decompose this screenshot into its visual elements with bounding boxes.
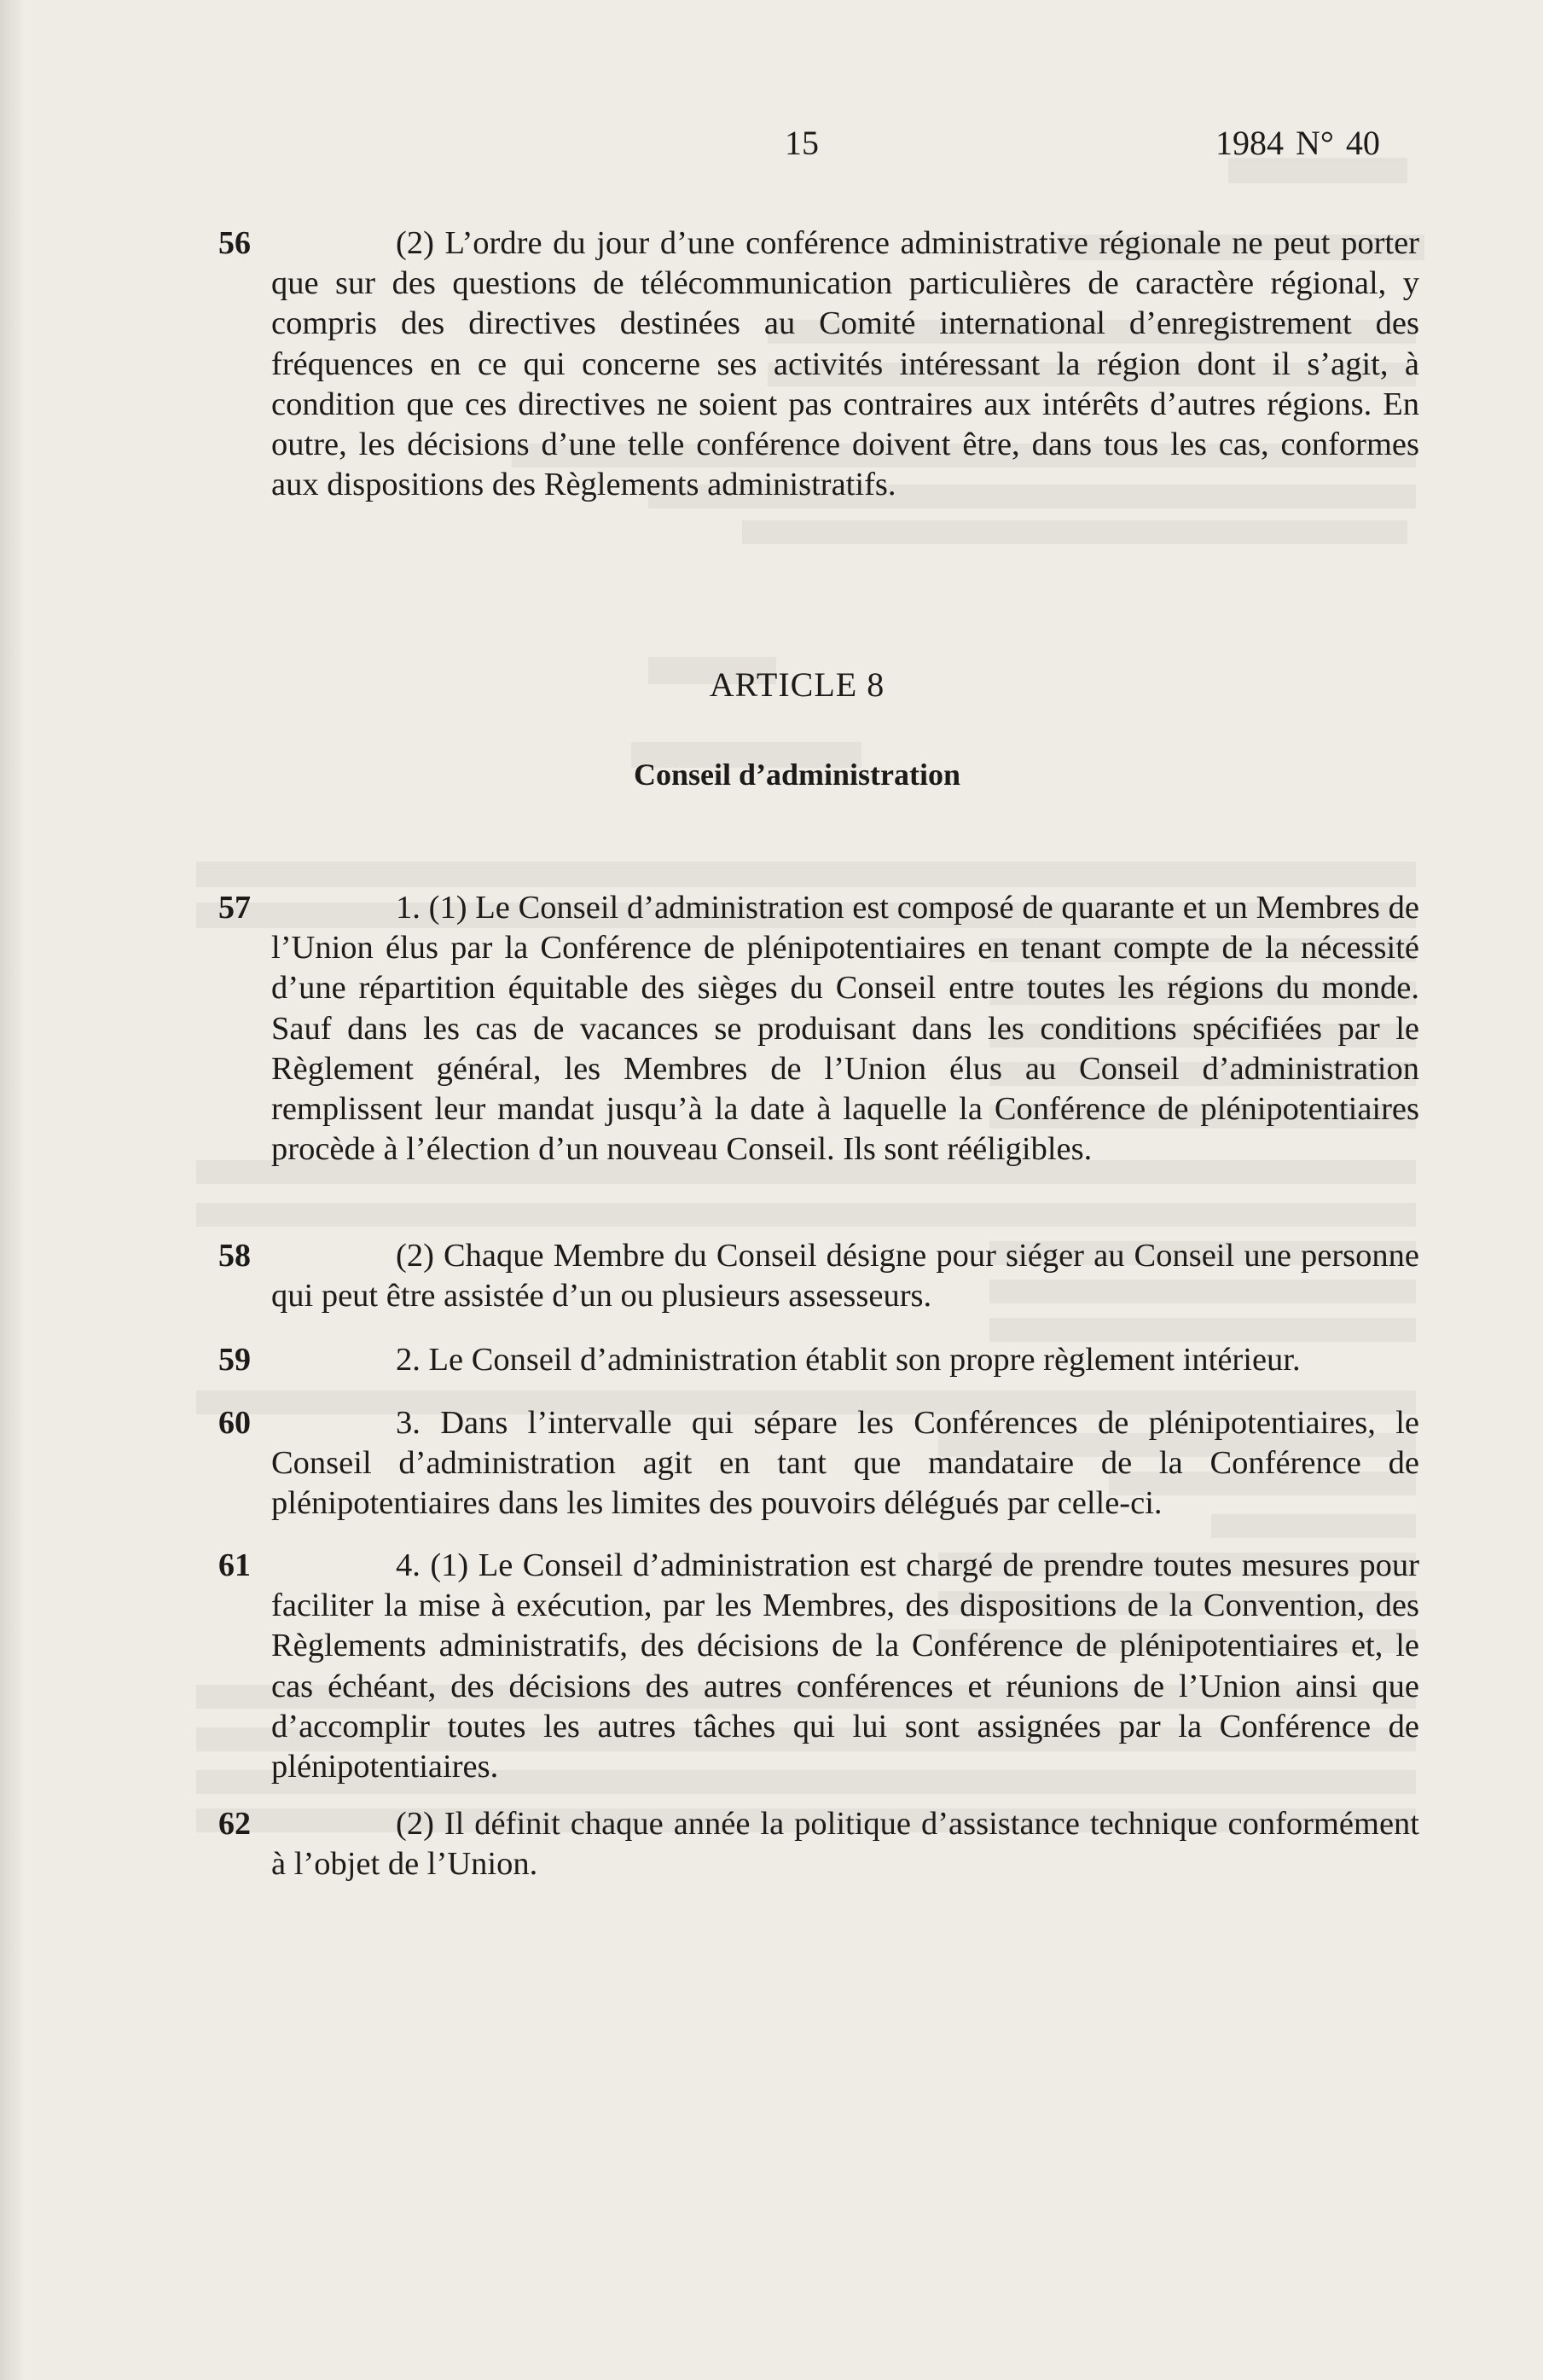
paragraph-number: 59: [218, 1342, 251, 1378]
page-number: 15: [785, 124, 819, 162]
document-reference: 1984 N° 40: [1215, 124, 1380, 162]
paragraph-text: 4. (1) Le Conseil d’administration est chargé de prendre toutes mesures pour faciliter la mise à exécution, par les Membres, des dispositions de la Convention, des Règlements administratifs, des décisions de la Conférence de plénipotentiaires et, le cas échéant, des décisions des autres conférences et réunions de l’Union ainsi que d’accomplir toutes les autres tâches qui lui sont assignées par la Conférence de plénipotentiaires.: [271, 1547, 1419, 1785]
paragraph-text: 2. Le Conseil d’administration établit son propre règlement intérieur.: [396, 1342, 1301, 1378]
paragraph-number: 56: [218, 225, 251, 261]
paragraph-text: 1. (1) Le Conseil d’administration est composé de quarante et un Membres de l’Union élus par la Conférence de plénipotentiaires en tenant compte de la nécessité d’une répartition équitable des sièges du Conseil entre toutes les régions du monde. Sauf dans les cas de vacances se produisant dans les conditions spécifiées par le Règlement général, les Membres de l’Union élus au Conseil d’administration remplissent leur mandat jusqu’à la date à laquelle la Conférence de plénipotentiaires procède à l’élection d’un nouveau Conseil. Ils sont rééligibles.: [271, 890, 1419, 1168]
paragraph-text: (2) L’ordre du jour d’une conférence administrative régionale ne peut porter que sur des questions de télécommunication particulières de caractère régional, y compris des directives destinées au Comité international d’enregistrement des fréquences en ce qui concerne ses activités intéressant la région dont il s’agit, à condition que ces directives ne soient pas contraires aux intérêts d’autres régions. En outre, les décisions d’une telle conférence doivent être, dans tous les cas, conformes aux dispositions des Règlements administratifs.: [271, 225, 1419, 503]
paragraph-text: (2) Il définit chaque année la politique d’assistance technique conformément à l’objet de l’Union.: [271, 1806, 1419, 1883]
article-heading: ARTICLE 8: [709, 665, 885, 704]
paragraph-text: (2) Chaque Membre du Conseil désigne pour siéger au Conseil une personne qui peut être assistée d’un ou plusieurs assesseurs.: [271, 1238, 1419, 1315]
paragraph-text: 3. Dans l’intervalle qui sépare les Conférences de plénipotentiaires, le Conseil d’administration agit en tant que mandataire de la Conférence de plénipotentiaires dans les limites des pouvoirs délégués par celle-ci.: [271, 1405, 1419, 1522]
article-subtitle: Conseil d’administration: [633, 758, 961, 792]
paragraph-number: 58: [218, 1238, 251, 1274]
paragraph-number: 62: [218, 1806, 251, 1842]
paragraph-number: 57: [218, 890, 251, 926]
paragraph-number: 60: [218, 1405, 251, 1441]
paragraph-number: 61: [218, 1547, 251, 1583]
